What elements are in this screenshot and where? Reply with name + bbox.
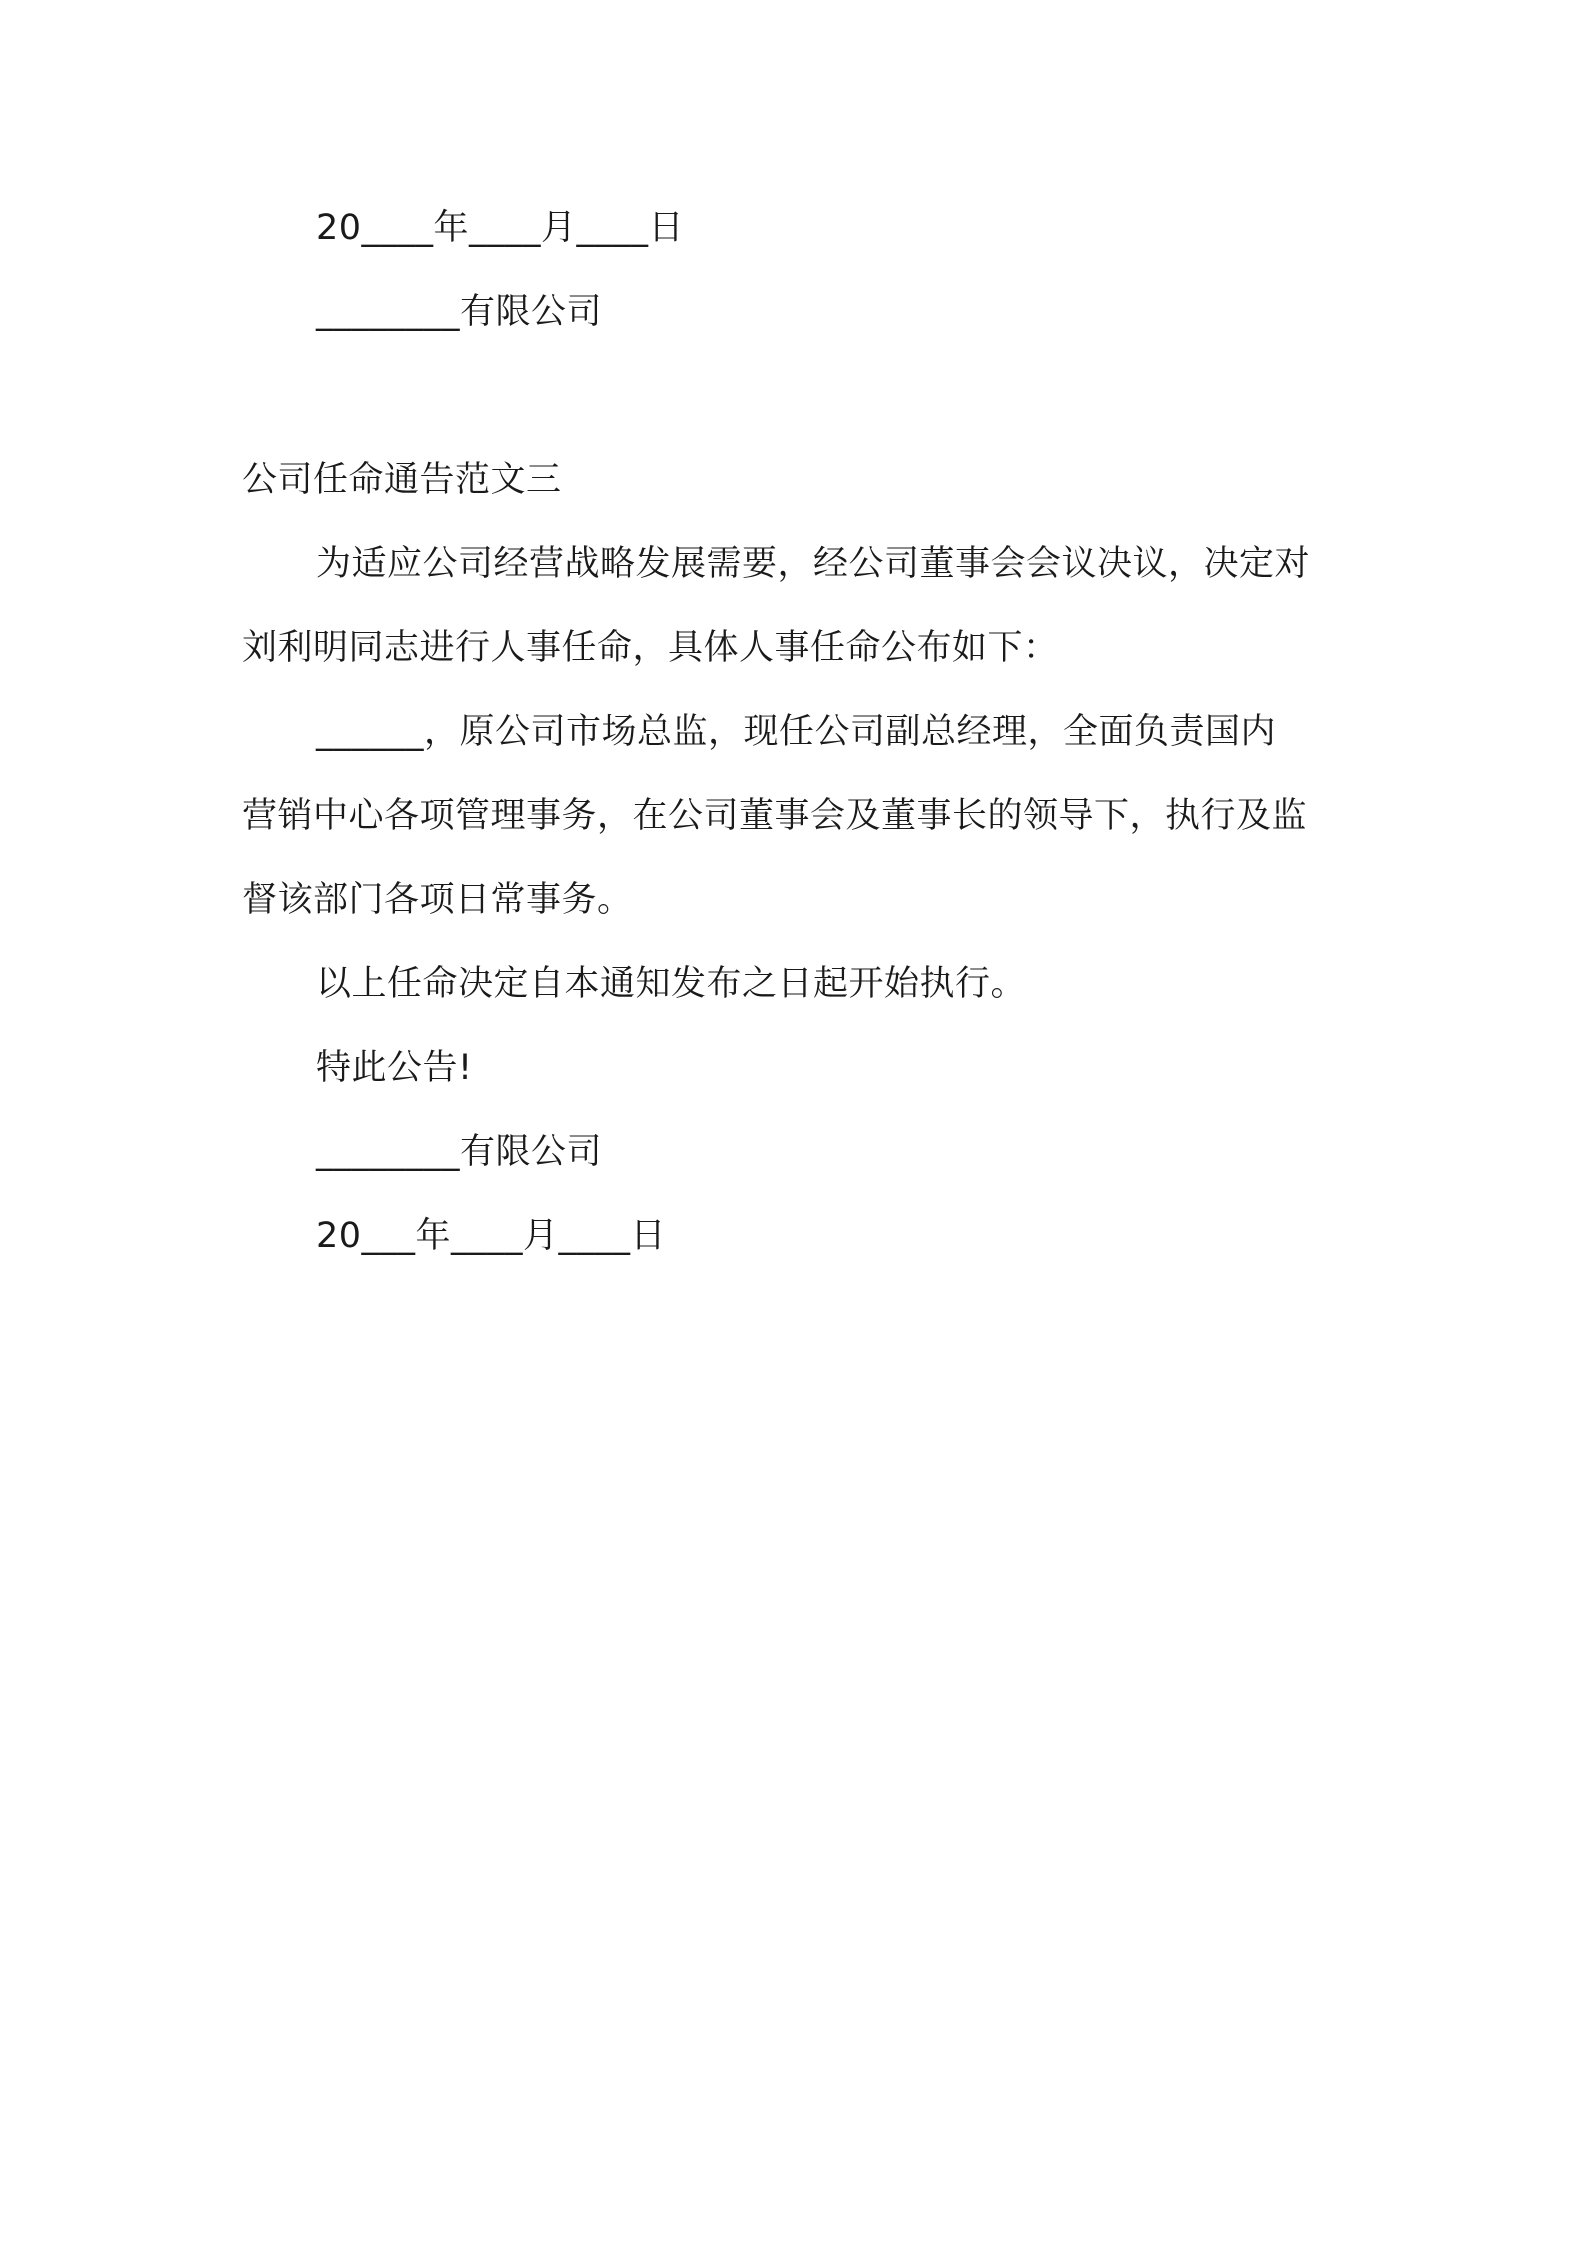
paragraph-2-line-1: ______，原公司市场总监，现任公司副总经理，全面负责国内 <box>316 712 1277 752</box>
paragraph-2-line-3: 督该部门各项日常事务。 <box>242 880 633 920</box>
section-title: 公司任命通告范文三 <box>242 460 562 500</box>
signature-date-line: 20___年____月____日 <box>316 1216 667 1256</box>
paragraph-1-line-1: 为适应公司经营战略发展需要，经公司董事会会议决议，决定对 <box>316 544 1311 584</box>
paragraph-3: 以上任命决定自本通知发布之日起开始执行。 <box>316 964 1027 1004</box>
top-date-line: 20____年____月____日 <box>316 208 685 248</box>
closing-line: 特此公告! <box>316 1048 473 1088</box>
paragraph-1-line-2: 刘利明同志进行人事任命，具体人事任命公布如下： <box>242 628 1059 668</box>
paragraph-2-line-2: 营销中心各项管理事务，在公司董事会及董事长的领导下，执行及监 <box>242 796 1308 836</box>
signature-company-line: ________有限公司 <box>316 1132 603 1172</box>
top-company-line: ________有限公司 <box>316 292 603 332</box>
